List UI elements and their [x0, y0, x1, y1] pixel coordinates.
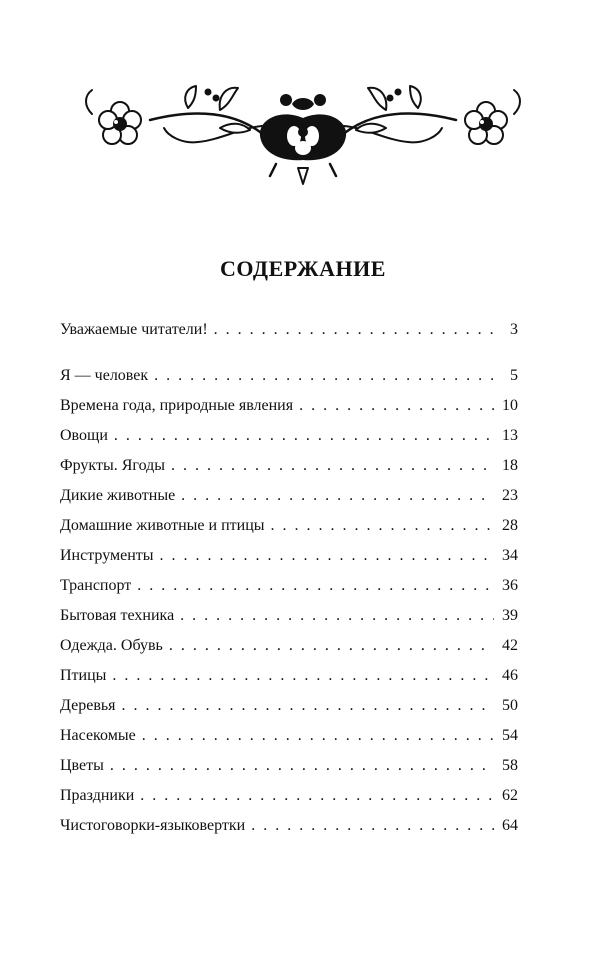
- toc-entry-page: 42: [502, 637, 518, 654]
- dot-leader: [299, 394, 494, 418]
- toc-entry-page: 34: [502, 547, 518, 564]
- toc-entry-page: 28: [502, 517, 518, 534]
- toc-entry-label: Чистоговорки-языковертки: [60, 817, 246, 834]
- toc-entry[interactable]: [60, 814, 518, 838]
- dot-leader: [154, 364, 494, 388]
- toc-entry-page: 3: [510, 321, 518, 338]
- toc-entry-page: 13: [502, 427, 518, 444]
- floral-ornament-icon: [70, 70, 536, 190]
- dot-leader: [169, 634, 494, 658]
- page-title: СОДЕРЖАНИЕ: [220, 256, 386, 281]
- toc-entry-label: Бытовая техника: [60, 607, 175, 624]
- toc-entry-label: Времена года, природные явления: [60, 397, 294, 414]
- toc-entry[interactable]: [60, 318, 518, 342]
- dot-leader: [112, 664, 494, 688]
- toc-entry-label: Насекомые: [60, 727, 136, 744]
- toc-entry-page: 54: [502, 727, 518, 744]
- toc-entry-label: Фрукты. Ягоды: [60, 457, 165, 474]
- dot-leader: [110, 754, 494, 778]
- toc-entry-label: Птицы: [60, 667, 107, 684]
- toc-entry[interactable]: [60, 664, 518, 688]
- dot-leader: [180, 604, 494, 628]
- toc-entry[interactable]: [60, 394, 518, 418]
- toc-entry-page: 46: [502, 667, 518, 684]
- dot-leader: [181, 484, 494, 508]
- toc-entry-label: Деревья: [60, 697, 116, 714]
- toc-entry-label: Домашние животные и птицы: [60, 517, 265, 534]
- toc-entry-page: 64: [502, 817, 518, 834]
- toc-entry-page: 23: [502, 487, 518, 504]
- toc-entry-page: 50: [502, 697, 518, 714]
- dot-leader: [142, 724, 494, 748]
- toc-entry-page: 5: [510, 367, 518, 384]
- toc-entry[interactable]: [60, 514, 518, 538]
- toc-entry[interactable]: [60, 634, 518, 658]
- toc-entry[interactable]: [60, 544, 518, 568]
- dot-leader: [114, 424, 494, 448]
- toc-entry-label: Цветы: [60, 757, 104, 774]
- toc-entry-label: Одежда. Обувь: [60, 637, 163, 654]
- toc-entry-page: 36: [502, 577, 518, 594]
- toc-entry[interactable]: [60, 724, 518, 748]
- toc-entry[interactable]: [60, 784, 518, 808]
- dot-leader: [122, 694, 494, 718]
- toc-entry[interactable]: [60, 454, 518, 478]
- toc-entry[interactable]: [60, 484, 518, 508]
- toc-entry-label: Праздники: [60, 787, 135, 804]
- dot-leader: [271, 514, 494, 538]
- toc-entry-page: 58: [502, 757, 518, 774]
- dot-leader: [137, 574, 494, 598]
- toc-entry-page: 62: [502, 787, 518, 804]
- toc-entry-label: Овощи: [60, 427, 108, 444]
- dot-leader: [214, 318, 494, 342]
- dot-leader: [171, 454, 494, 478]
- toc-entry[interactable]: [60, 574, 518, 598]
- toc-entry-page: 10: [502, 397, 518, 414]
- toc-entry-label: Я — человек: [60, 367, 149, 384]
- toc-entry[interactable]: [60, 604, 518, 628]
- toc-entry-label: Инструменты: [60, 547, 154, 564]
- toc-entry[interactable]: [60, 694, 518, 718]
- dot-leader: [251, 814, 494, 838]
- toc-entry-page: 18: [502, 457, 518, 474]
- toc-entry-label: Транспорт: [60, 577, 132, 594]
- toc-entry-page: 39: [502, 607, 518, 624]
- toc-entry[interactable]: [60, 754, 518, 778]
- toc-entry[interactable]: [60, 364, 518, 388]
- toc-entry[interactable]: [60, 424, 518, 448]
- dot-leader: [140, 784, 494, 808]
- toc-entry-label: Уважаемые читатели!: [60, 321, 208, 338]
- toc-entry-label: Дикие животные: [60, 487, 176, 504]
- dot-leader: [160, 544, 494, 568]
